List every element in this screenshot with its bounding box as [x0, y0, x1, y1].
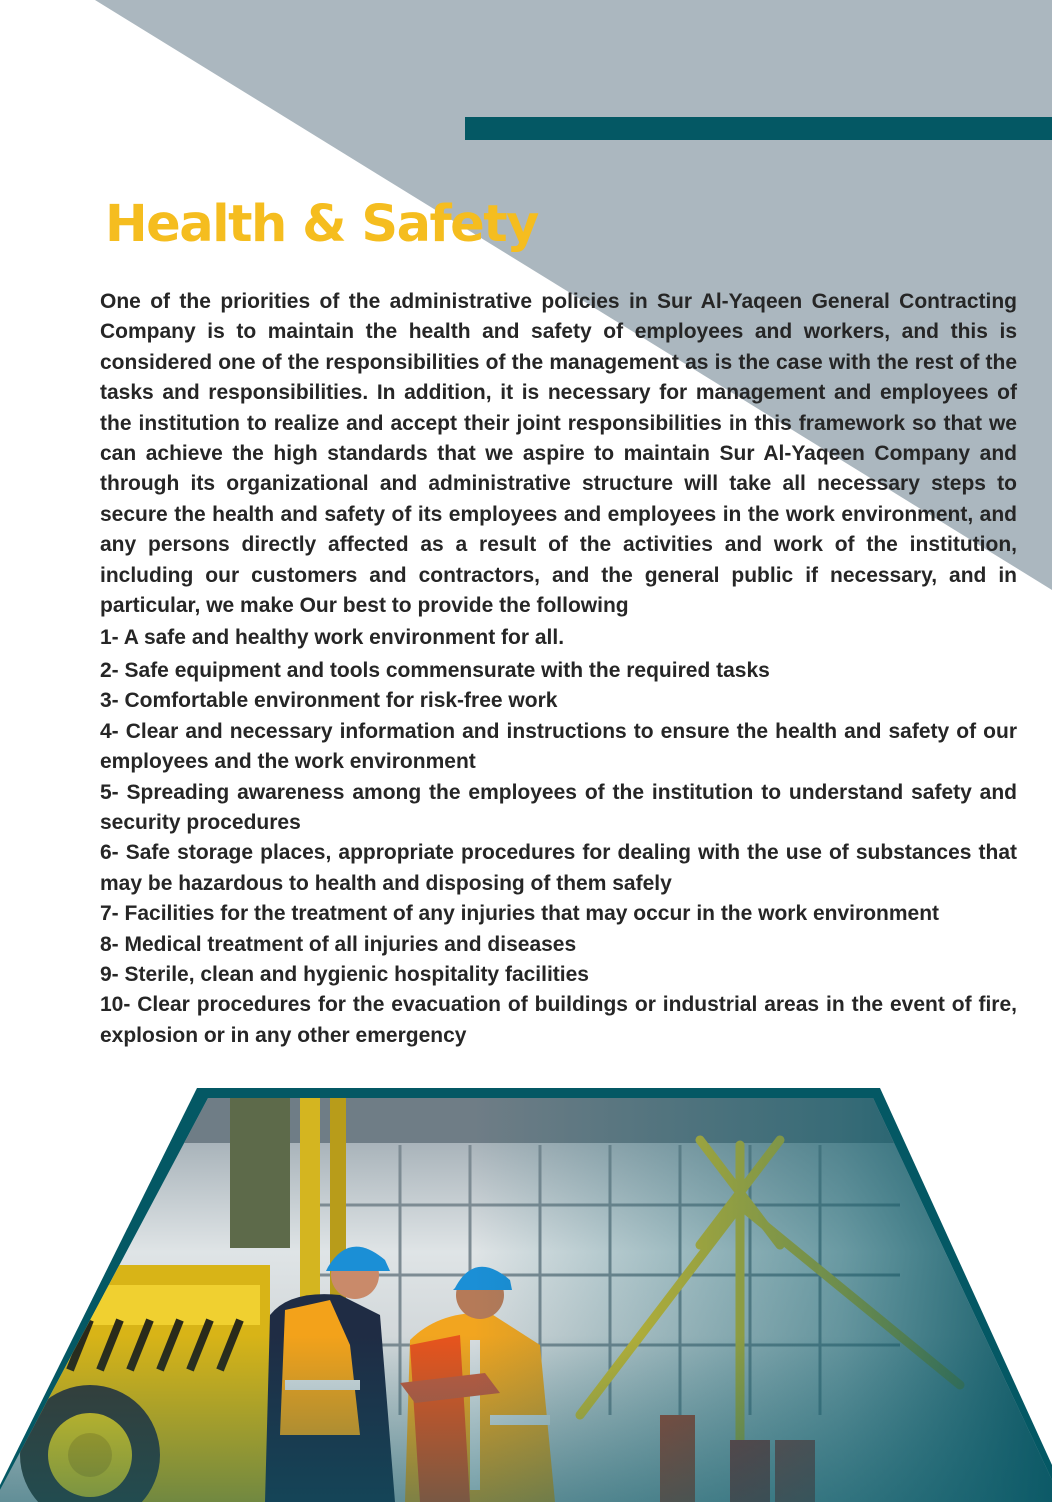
list-item: 1- A safe and healthy work environment for all. — [100, 626, 565, 650]
page-title: Health & Safety — [105, 195, 538, 254]
list-item: 2- Safe equipment and tools commensurate with the required tasks — [100, 658, 770, 682]
intro-paragraph: One of the priorities of the administrative policies in Sur Al-Yaqeen General Contracting Company is to maintain the health and safety of employees and workers, and this is considered one of the responsibilities of the management as is the case with the rest of the tasks and responsibilities. In addition, it is necessary for management and employees of the institution to realize and accept their joint responsibilities in this framework so that we can achieve the high standards that we aspire to maintain Sur Al-Yaqeen Company and through its organizational and administrative structure will take all necessary steps to secure the health and safety of its employees and employees in the work environment, and any persons directly affected as a result of the activities and work of the institution, including our customers and contractors, and the general public if necessary, and in particular, we make Our best to provide the following — [100, 290, 1017, 618]
teal-accent-bar — [465, 117, 1052, 140]
list-item: 3- Comfortable environment for risk-free work — [100, 689, 558, 713]
list-item: 10- Clear procedures for the evacuation of buildings or industrial areas in the event of fire, explosion or in any other emergency — [100, 993, 1017, 1047]
content-body — [100, 287, 1017, 1051]
list-item: 8- Medical treatment of all injuries and diseases — [100, 932, 577, 956]
list-item: 6- Safe storage places, appropriate procedures for dealing with the use of substances that may be hazardous to health and disposing of them safely — [100, 841, 1017, 895]
list-item: 4- Clear and necessary information and instructions to ensure the health and safety of our employees and the work environment — [100, 719, 1017, 774]
list-item: 9- Sterile, clean and hygienic hospitality facilities — [100, 962, 589, 986]
list-item: 5- Spreading awareness among the employees of the institution to understand safety and security procedures — [100, 780, 1017, 834]
photo-frame — [0, 1085, 1052, 1502]
list-item: 7- Facilities for the treatment of any injuries that may occur in the work environment — [100, 902, 940, 926]
workers-photo — [0, 1085, 1052, 1502]
provisions-list — [100, 623, 1017, 1051]
teal-bottom-overlay — [0, 1085, 1052, 1502]
